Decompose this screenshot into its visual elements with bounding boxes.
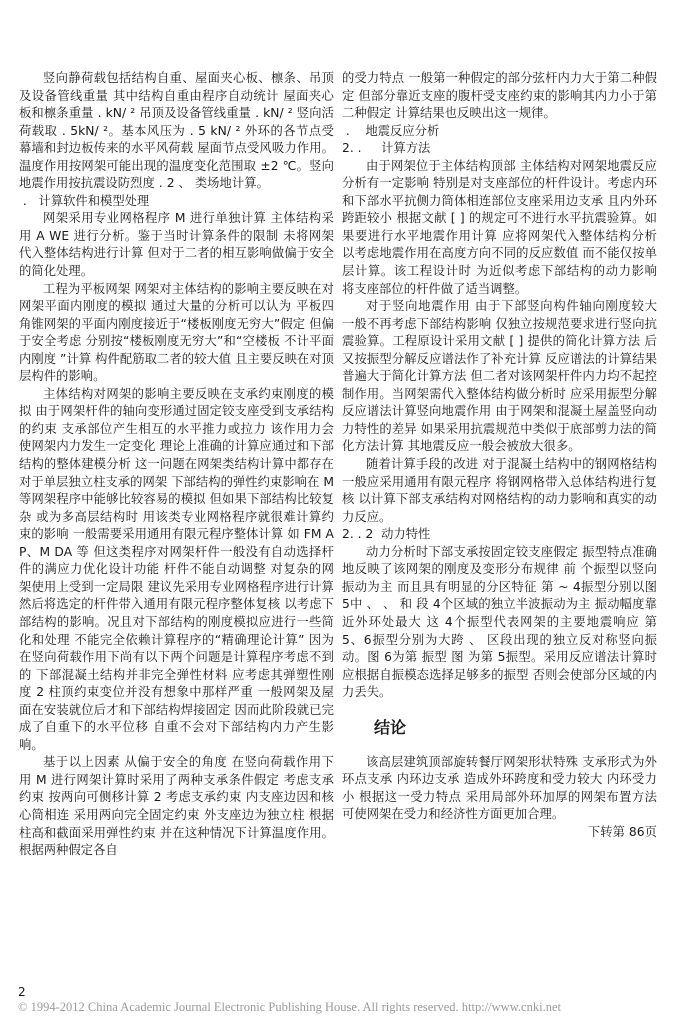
paragraph-dynamic: 动力分析时下部支承按固定铰支座假定 振型特点准确地反映了该网架的刚度及变形分布规律 前 个振型以竖向振动为主 而且具有明显的分区特征 第 ~ 4振型分别以图 5中 、 、 和 段 4个区域的独立半波振动为主 振动幅度靠近外环处最大 这 4个振型代表网架的主要地震响应 第 5、6振型分别为大跨 、 区段出现的独立反对称竖向振动。图 6为第 振型 图 为第 5振型。采用反应谱法计算时应根据自振模态选择足够多的振型 否则会使部分区域的内力丢失。 — [342, 544, 657, 700]
paragraph-software: 网架采用专业网格程序 M 进行单独计算 主体结构采用 A WE 进行分析。鉴于当时计算条件的限制 未将网架代入整体结构进行计算 但对于二者的相互影响做偏于安全的简化处理。 — [19, 211, 334, 279]
subsection-dynamic: 2. . 2 动力特性 — [342, 527, 431, 542]
continued-note: 下转第 86页 — [587, 824, 657, 839]
subsection-seismic: . 地震反应分析 — [342, 123, 440, 138]
paragraph-support-assumptions: 基于以上因素 从偏于安全的角度 在竖向荷载作用下 用 M 进行网架计算时采用了两种支承条件假定 考虑支承约束 按两向可侧移计算 2 考虑支承约束 内支座边因和核心筒相连 采用两向完全固定约束 外支座边为独立柱 根据柱高和截面采用弹性约束 并在这种情况下计算温度作用。根据两种假定各自 — [19, 755, 334, 858]
paragraph-conclusion: 该高层建筑顶部旋转餐厅网架形状特殊 支承形式为外环点支承 内环边支承 造成外环跨度和受力较大 内环受力小 根据这一受力特点 采用局部外环加厚的网架布置方法 可使网架在受力和经济性方面更加合理。 — [342, 754, 657, 822]
left-column — [19, 70, 334, 860]
paragraph-static-loads: 竖向静荷载包括结构自重、屋面夹心板、檩条、吊顶及设备管线重量 其中结构自重由程序自动统计 屋面夹心板和檩条重量 . kN/ ² 吊顶及设备管线重量 . kN/ ² 竖向活荷载取 . 5kN/ ²。基本风压为 . 5 kN/ ² 外环的各节点受幕墙和封边板传来的水平风荷载 屋面节点受风吸力作用。温度作用按网架可能出现的温度变化范围取 ±2 ℃。竖向地震作用按抗震设防烈度 . 2 、 类场地计算。 — [19, 71, 334, 191]
paragraph-computation-tools: 随着计算手段的改进 对于混凝土结构中的钢网格结构 一般应采用通用有限元程序 将钢网格带入总体结构进行复核 以计算下部支承结构对网格结构的动力影响和真实的动力反应。 — [342, 457, 657, 524]
paragraph-force-characteristics: 的受力特点 一般第一种假定的部分弦杆内力大于第二种假定 但部分靠近支座的腹杆受支座约束的影响其内力小于第二种假定 计算结果也反映出这一规律。 — [342, 71, 657, 121]
paragraph-method: 由于网架位于主体结构顶部 主体结构对网架地震反应分析有一定影响 特别是对支座部位的杆件设计。考虑内环和下部水平抗侧力筒体相连部位支座采用边支承 且内外环跨距较小 根据文献 [ ] 的规定可不进行水平抗震验算。如果要进行水平地震作用计算 应将网架代入整体结构分析 以考虑地震作用在高度方向不同的反应数值 而不能仅按单层计算。该工程设计时 为近似考虑下部结构的动力影响 将支座部位的杆件做了适当调整。 — [342, 158, 657, 296]
subsection-method: 2. . 计算方法 — [342, 141, 431, 156]
paragraph-flat-grid: 工程为平板网架 网架对主体结构的影响主要反映在对网架平面内刚度的模拟 通过大量的分析可以认为 平板四角锥网架的平面内刚度接近于“楼板刚度无穷大”假定 但偏于安全考虑 分别按“楼板刚度无穷大”和“空楼板 不计平面内刚度 ”计算 构件配筋取二者的较大值 且主要反映在对顶层构件的影响。 — [19, 281, 334, 384]
conclusion-heading: 结论 — [374, 717, 407, 737]
subsection-software: . 计算软件和模型处理 — [19, 193, 150, 208]
page-number: 2 — [18, 985, 26, 999]
right-column — [342, 70, 657, 841]
paragraph-vertical-seismic: 对于竖向地震作用 由于下部竖向构件轴向刚度较大 一般不再考虑下部结构影响 仅独立按规范要求进行竖向抗震验算。工程原设计采用文献 [ ] 提供的简化计算方法 后又按振型分解反应谱法作了补充计算 反应谱法的计算结果普遍大于简化计算方法 但二者对该网架杆件内力均不起控制作用。当网架需代入整体结构做分析时 应采用振型分解反应谱法计算竖向地震作用 由于网架和混凝土屋盖竖向动力特性的差异 如果采用抗震规范中类似于底部剪力法的简化方法计算 其地震反应一般会被放大很多。 — [342, 299, 657, 454]
copyright-footer: © 1994-2012 China Academic Journal Electronic Publishing House. All rights reserved. http://www.cnki.net — [18, 1000, 561, 1014]
paragraph-support-stiffness: 主体结构对网架的影响主要反映在支承约束刚度的模拟 由于网架杆件的轴向变形通过固定铰支座受到支承结构的约束 支承部位产生相互的水平推力或拉力 该作用力会使网架内力发生一定变化 理论上准确的计算应通过和下部结构的整体建模分析 这一问题在网架类结构计算中都存在 对于单层独立柱支承的网架 下部结构的弹性约束影响在 M 等网架程序中能够比较容易的模拟 但如果下部结构比较复杂 或为多高层结构时 用该类专业网格程序就很难计算约束的影响 一般需要采用通用有限元程序整体计算 如 FM AP、M DA 等 但这类程序对网架杆件一般没有自动选择杆件的满应力优化设计功能 杆件不能自动调整 对复杂的网架使用上受到一定局限 建议先采用专业网格程序进行计算 然后将选定的杆件带入通用有限元程序整体复核 以考虑下部结构的影响。况且对下部结构的刚度模拟应进行一些简化和处理 不能完全依赖计算程序的“精确理论计算” 因为在竖向荷载作用下尚有以下两个问题是计算程序考虑不到的 下部混凝土结构并非完全弹性材料 应考虑其弹塑性刚度 2 柱顶约束变位并没有想象中那样严重 一般网架及屋面在安装就位后才和下部结构焊接固定 因而此阶段就已完成了自重下的水平位移 自重不会对下部结构内力产生影响。 — [19, 386, 334, 752]
